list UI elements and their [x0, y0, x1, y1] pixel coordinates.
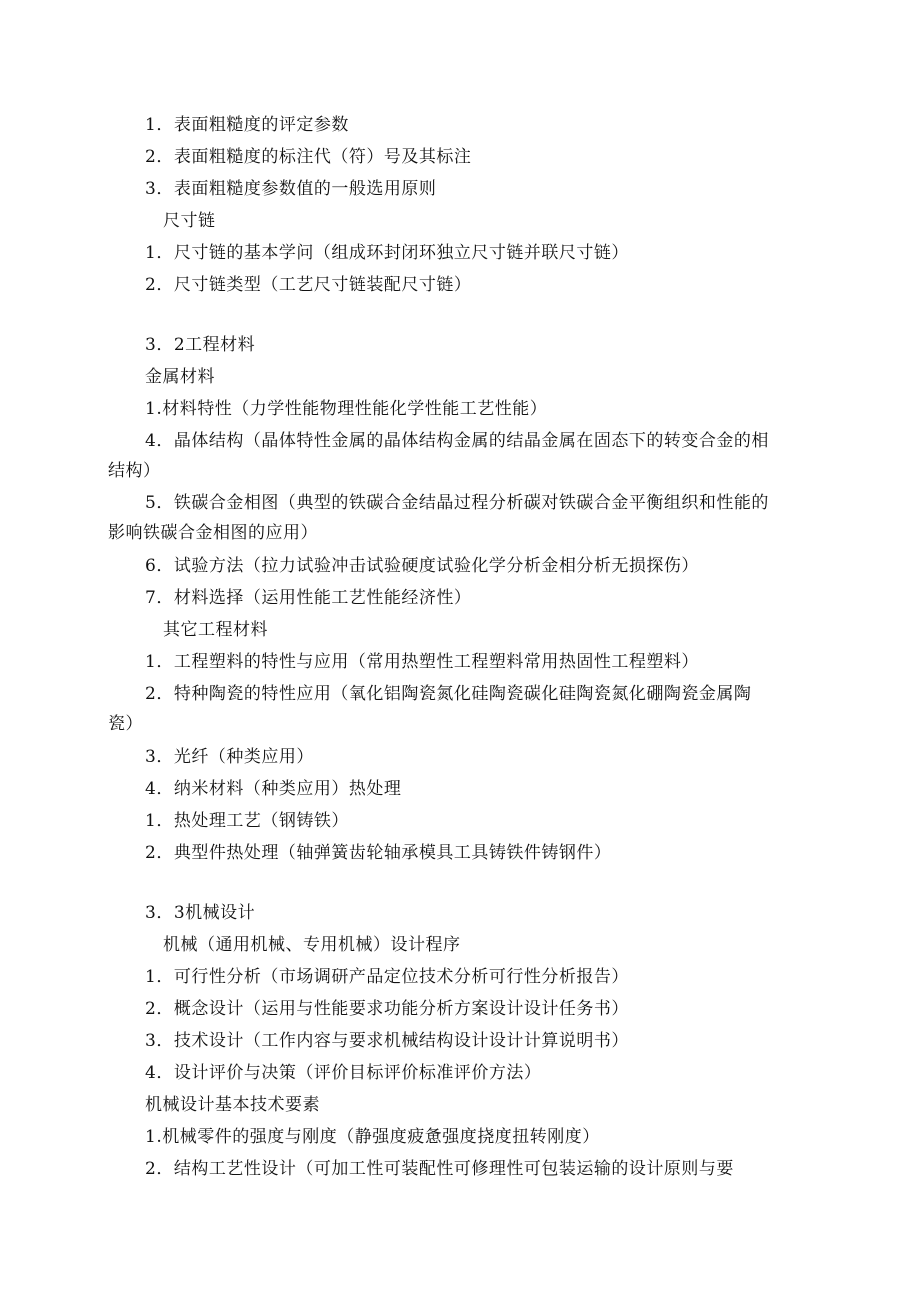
text-line: 2．尺寸链类型（工艺尺寸链装配尺寸链）	[145, 275, 472, 295]
text-line: 2．概念设计（运用与性能要求功能分析方案设计设计任务书）	[145, 999, 629, 1019]
chapter-heading: 3．3机械设计	[145, 903, 256, 923]
text-line: 3．表面粗糙度参数值的一般选用原则	[145, 179, 437, 199]
text-line-continued: 瓷）	[108, 714, 143, 734]
text-line: 1．可行性分析（市场调研产品定位技术分析可行性分析报告）	[145, 967, 629, 987]
text-line: 4．设计评价与决策（评价目标评价标准评价方法）	[145, 1063, 542, 1083]
text-line: 5．铁碳合金相图（典型的铁碳合金结晶过程分析碳对铁碳合金平衡组织和性能的	[145, 493, 769, 513]
text-line: 1.材料特性（力学性能物理性能化学性能工艺性能）	[145, 399, 548, 419]
text-line: 3．光纤（种类应用）	[145, 747, 314, 767]
text-line: 2．表面粗糙度的标注代（符）号及其标注	[145, 147, 472, 167]
text-line: 2．结构工艺性设计（可加工性可装配性可修理性可包装运输的设计原则与要	[145, 1159, 734, 1179]
text-line-continued: 结构）	[108, 461, 161, 481]
text-line: 2．典型件热处理（轴弹簧齿轮轴承模具工具铸铁件铸钢件）	[145, 843, 612, 863]
text-line: 4．纳米材料（种类应用）热处理	[145, 779, 402, 799]
text-line: 1．热处理工艺（钢铸铁）	[145, 811, 349, 831]
section-heading: 机械（通用机械、专用机械）设计程序	[163, 935, 461, 955]
text-line: 2．特种陶瓷的特性应用（氧化铝陶瓷氮化硅陶瓷碳化硅陶瓷氮化硼陶瓷金属陶	[145, 684, 752, 704]
text-line: 1．尺寸链的基本学问（组成环封闭环独立尺寸链并联尺寸链）	[145, 243, 629, 263]
text-line: 4．晶体结构（晶体特性金属的晶体结构金属的结晶金属在固态下的转变合金的相	[145, 431, 769, 451]
chapter-heading: 3．2工程材料	[145, 335, 256, 355]
text-line: 3．技术设计（工作内容与要求机械结构设计设计计算说明书）	[145, 1031, 629, 1051]
section-heading: 金属材料	[145, 367, 215, 387]
text-line: 7．材料选择（运用性能工艺性能经济性）	[145, 588, 472, 608]
section-heading: 尺寸链	[163, 211, 216, 231]
section-heading: 其它工程材料	[163, 620, 268, 640]
text-line: 1．表面粗糙度的评定参数	[145, 115, 349, 135]
text-line: 1.机械零件的强度与刚度（静强度疲惫强度挠度扭转刚度）	[145, 1127, 600, 1147]
text-line: 6．试验方法（拉力试验冲击试验硬度试验化学分析金相分析无损探伤）	[145, 556, 699, 576]
text-line: 1．工程塑料的特性与应用（常用热塑性工程塑料常用热固性工程塑料）	[145, 652, 699, 672]
section-heading: 机械设计基本技术要素	[145, 1095, 320, 1115]
text-line-continued: 影响铁碳合金相图的应用）	[108, 523, 318, 543]
